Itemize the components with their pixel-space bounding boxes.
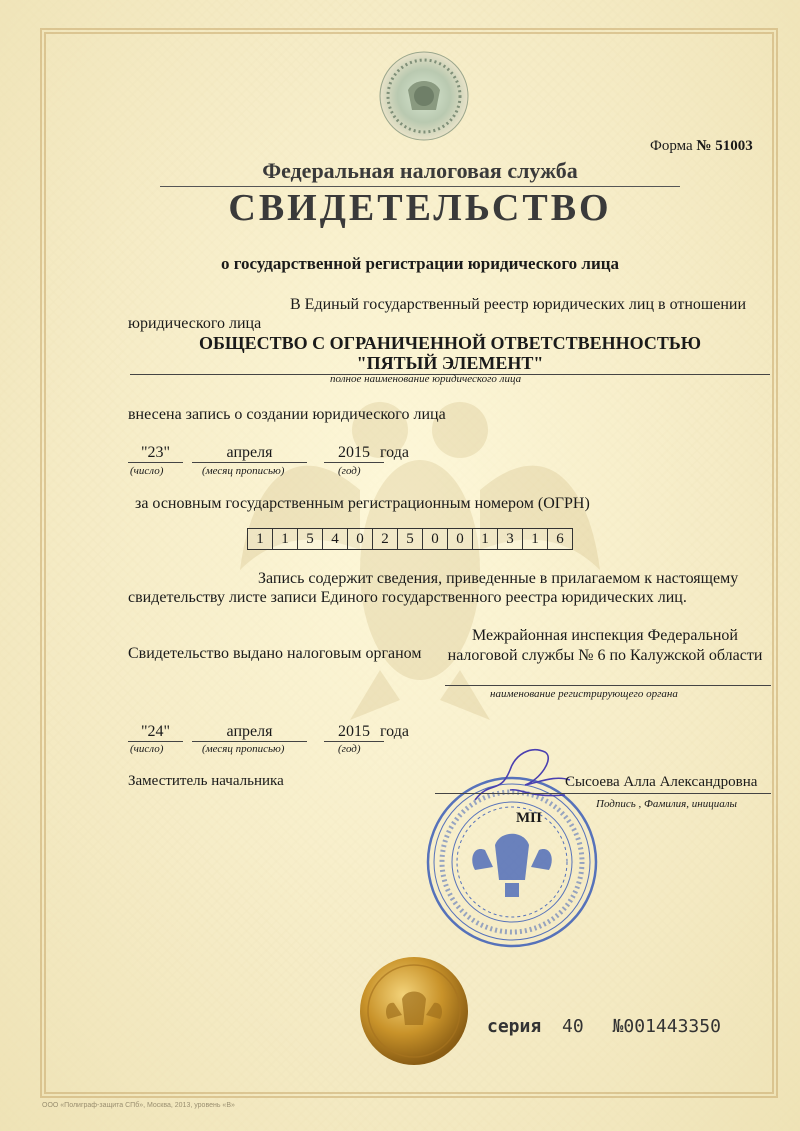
document-subtitle: о государственной регистрации юридического лица — [220, 254, 620, 273]
date1-month-caption: (месяц прописью) — [202, 465, 285, 477]
entity-caption: полное наименование юридического лица — [330, 373, 522, 385]
eagle-watermark-icon — [230, 370, 610, 730]
ogrn-digit: 5 — [297, 528, 323, 550]
serial-number — [487, 1016, 721, 1037]
record-note-line-1: Запись содержит сведения, приведенные в прилагаемом к настоящему — [258, 570, 739, 587]
issued-by-label: Свидетельство выдано налоговым органом — [128, 645, 422, 662]
ogrn-number-boxes — [248, 528, 573, 550]
signer-position: Заместитель начальника — [128, 773, 284, 789]
printer-footer: ООО «Полиграф-защита СПб», Москва, 2013, уровень «В» — [42, 1102, 235, 1109]
date1-year-suffix: года — [380, 444, 409, 461]
date2-day: "24" — [128, 723, 183, 742]
form-number — [650, 138, 753, 155]
intro-line-2: юридического лица — [128, 315, 262, 332]
ogrn-digit: 2 — [372, 528, 398, 550]
date2-year-suffix: года — [380, 723, 409, 740]
ogrn-digit: 1 — [272, 528, 298, 550]
ogrn-digit: 1 — [522, 528, 548, 550]
signature-caption: Подпись , Фамилия, инициалы — [596, 798, 737, 810]
date1-day-caption: (число) — [130, 465, 164, 477]
signer-name: Сысоева Алла Александровна — [565, 774, 758, 790]
serial-number-value: №001443350 — [612, 1016, 721, 1037]
issuing-service: Федеральная налоговая служба — [160, 158, 680, 187]
date2-month: апреля — [192, 723, 307, 742]
ogrn-digit: 1 — [247, 528, 273, 550]
hologram-emblem-icon — [378, 50, 470, 142]
seal-place-mark: МП — [516, 810, 542, 826]
date2-year-caption: (год) — [338, 743, 361, 755]
ogrn-digit: 0 — [422, 528, 448, 550]
document-title: СВИДЕТЕЛЬСТВО — [228, 187, 612, 229]
ogrn-digit: 0 — [347, 528, 373, 550]
record-note-line-2: свидетельству листе записи Единого государственного реестра юридических лиц. — [128, 589, 687, 606]
ogrn-digit: 6 — [547, 528, 573, 550]
form-label: Форма — [650, 138, 693, 154]
registering-organ-name: Межрайонная инспекция Федеральной налоговой службы № 6 по Калужской области — [447, 627, 763, 664]
handwritten-signature — [470, 740, 580, 810]
gold-seal-icon — [358, 955, 470, 1067]
ogrn-digit: 3 — [497, 528, 523, 550]
ogrn-digit: 1 — [472, 528, 498, 550]
signature-underline — [435, 793, 771, 794]
ogrn-digit: 5 — [397, 528, 423, 550]
form-code: № 51003 — [696, 138, 753, 154]
entity-name: ОБЩЕСТВО С ОГРАНИЧЕННОЙ ОТВЕТСТВЕННОСТЬЮ "ПЯТЫЙ ЭЛЕМЕНТ" — [199, 333, 701, 373]
date2-year: 2015 — [324, 723, 384, 742]
record-made-text: внесена запись о создании юридического лица — [128, 406, 446, 423]
ogrn-digit: 0 — [447, 528, 473, 550]
ogrn-digit: 4 — [322, 528, 348, 550]
date2-month-caption: (месяц прописью) — [202, 743, 285, 755]
date1-year: 2015 — [324, 444, 384, 463]
date1-month: апреля — [192, 444, 307, 463]
ogrn-label: за основным государственным регистрационным номером (ОГРН) — [135, 495, 590, 512]
date1-year-caption: (год) — [338, 465, 361, 477]
organ-caption: наименование регистрирующего органа — [490, 688, 678, 700]
organ-underline — [445, 685, 771, 686]
serial-series: 40 — [562, 1016, 584, 1037]
date2-day-caption: (число) — [130, 743, 164, 755]
serial-label: серия — [487, 1016, 542, 1037]
intro-line-1: В Единый государственный реестр юридических лиц в отношении — [290, 296, 747, 313]
date1-day: "23" — [128, 444, 183, 463]
